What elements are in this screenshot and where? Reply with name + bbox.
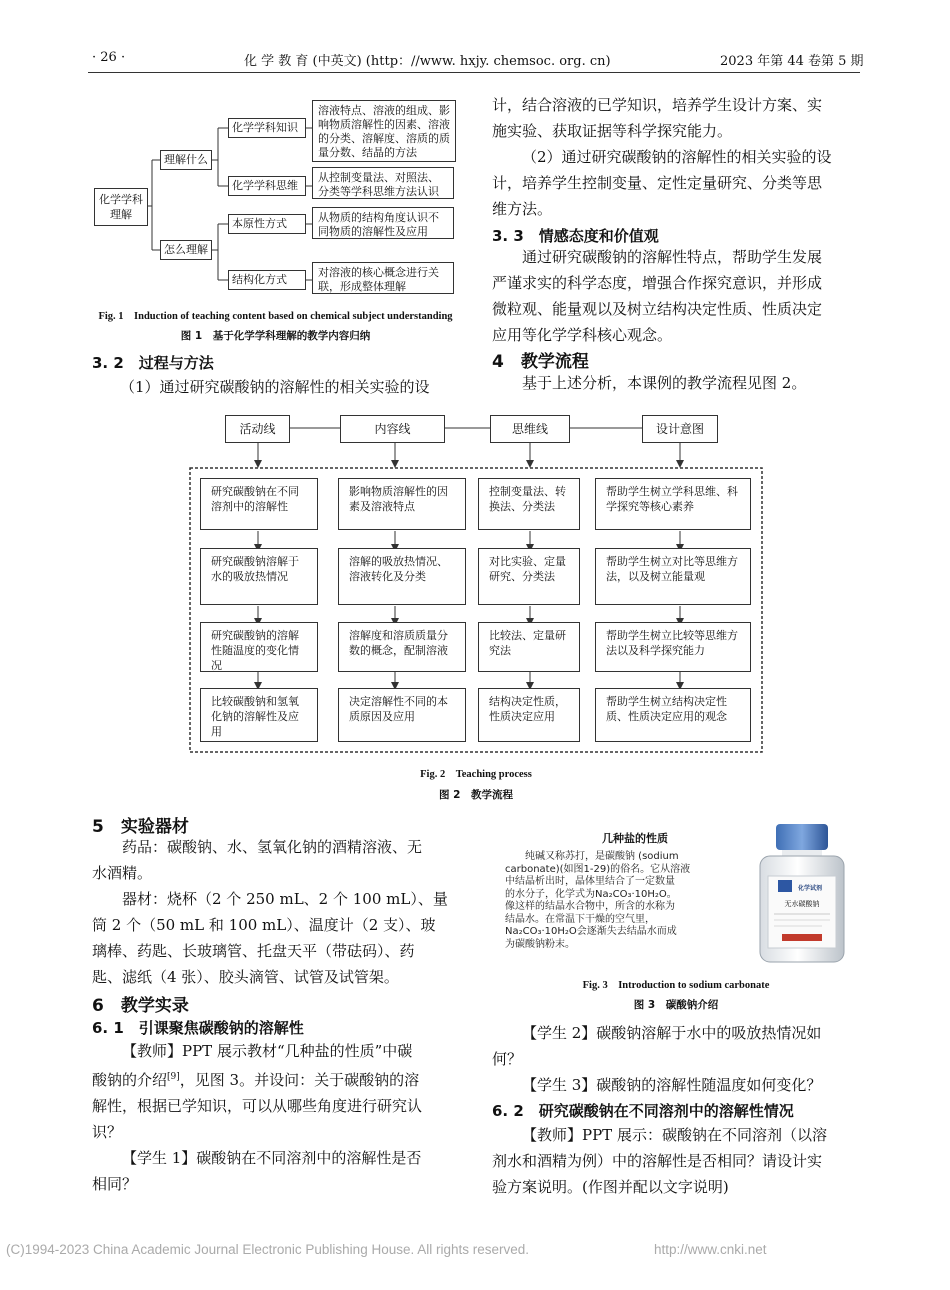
text-line: 解性，根据已学知识，可以从哪些角度进行研究认 — [92, 1097, 423, 1115]
fig2-header-content: 内容线 — [340, 415, 445, 443]
fig2-cell: 研究碳酸钠在不同溶剂中的溶解性 — [200, 478, 318, 530]
fig2-header-activity: 活动线 — [225, 415, 290, 443]
right-values-text — [492, 244, 862, 348]
fig2-cell: 帮助学生树立对比等思维方法，以及树立能量观 — [595, 548, 751, 605]
page-number: · 26 · — [92, 50, 126, 65]
text-line: 器材：烧杯（2 个 250 mL、2 个 100 mL）、量 — [122, 890, 448, 908]
student-answers-text — [492, 1020, 864, 1098]
text-line: 相同？ — [92, 1175, 138, 1193]
section-6-heading: 6 教学实录 — [92, 996, 189, 1016]
journal-title: 化 学 教 育 (中英文) (http：//www. hxjy. chemsoc. org. cn) — [244, 54, 611, 69]
section-5-heading: 5 实验器材 — [92, 817, 189, 837]
fig2-cell: 比较碳酸钠和氢氧化钠的溶解性及应用 — [200, 688, 318, 742]
fig3-bottle-image — [752, 820, 852, 968]
section-6-2-text — [492, 1122, 864, 1200]
fig3-line: 纯碱又称苏打，是碳酸钠 (sodium — [525, 851, 679, 862]
text-line: 计，结合溶液的已学知识，培养学生设计方案、实 — [492, 96, 823, 114]
text-line: 剂水和酒精为例）中的溶解性是否相同？请设计实 — [492, 1152, 823, 1170]
fig2-connectors — [0, 400, 950, 760]
fig2-caption-en: Fig. 2 Teaching process — [420, 769, 532, 780]
fig2-cell: 控制变量法、转换法、分类法 — [478, 478, 580, 530]
fig1-branch-what: 理解什么 — [160, 150, 212, 170]
text-line: 药品：碳酸钠、水、氢氧化钠的酒精溶液、无 — [122, 838, 423, 856]
fig3-caption-zh: 图 3 碳酸钠介绍 — [633, 999, 719, 1011]
fig2-caption-zh: 图 2 教学流程 — [439, 789, 513, 801]
fig1-node-essence: 本原性方式 — [228, 214, 306, 234]
cnki-link[interactable]: http://www.cnki.net — [654, 1242, 767, 1257]
left-top-paragraph: （1）通过研究碳酸钠的溶解性的相关实验的设 — [120, 378, 430, 396]
fig2-cell: 研究碳酸钠的溶解性随温度的变化情况 — [200, 622, 318, 672]
fig3-line: 像这样的结晶水合物中，所含的水称为 — [505, 901, 675, 912]
fig2-cell: 比较法、定量研究法 — [478, 622, 580, 672]
text-line: 璃棒、药匙、长玻璃管、托盘天平（带砝码）、药 — [92, 942, 415, 960]
fig2-cell: 溶解的吸放热情况、溶液转化及分类 — [338, 548, 466, 605]
section-6-1-heading: 6. 1 引课聚焦碳酸钠的溶解性 — [92, 1019, 304, 1037]
fig1-caption-en: Fig. 1 Induction of teaching content based on chemical subject understanding — [98, 311, 453, 322]
text-line: 【教师】PPT 展示教材“几种盐的性质”中碳 — [122, 1042, 413, 1060]
section-6-2-heading: 6. 2 研究碳酸钠在不同溶剂中的溶解性情况 — [492, 1102, 794, 1120]
fig1-node-structure: 结构化方式 — [228, 270, 306, 290]
text-line: 识？ — [92, 1123, 123, 1141]
fig2-cell: 对比实验、定量研究、分类法 — [478, 548, 580, 605]
fig3-bottle-label: 无水碳酸钠 — [784, 900, 820, 908]
fig3-line: 的水分子，化学式为Na₂CO₃·10H₂O。 — [505, 888, 677, 900]
text-line: 【学生 3】碳酸钠的溶解性随温度如何变化？ — [522, 1076, 822, 1094]
text-line: 水酒精。 — [92, 864, 153, 882]
fig2-cell: 溶解度和溶质质量分数的概念，配制溶液 — [338, 622, 466, 672]
fig1-desc-structure: 对溶液的核心概念进行关联，形成整体理解 — [312, 262, 454, 294]
fig2-cell: 帮助学生树立比较等思维方法以及科学探究能力 — [595, 622, 751, 672]
copyright-notice: (C)1994-2023 China Academic Journal Electronic Publishing House. All rights reserved. — [6, 1242, 530, 1257]
fig2-cell: 决定溶解性不同的本质原因及应用 — [338, 688, 466, 742]
text-span: ，见图 3。并设问：关于碳酸钠的溶 — [179, 1071, 420, 1089]
materials-text — [92, 834, 464, 990]
fig1-desc-essence: 从物质的结构角度认识不同物质的溶解性及应用 — [312, 207, 454, 239]
section-4-heading: 4 教学流程 — [492, 352, 589, 372]
section-3-2-heading: 3. 2 过程与方法 — [92, 354, 214, 372]
fig2-cell: 帮助学生树立结构决定性质、性质决定应用的观念 — [595, 688, 751, 742]
svg-text:化学试剂: 化学试剂 — [798, 885, 823, 892]
fig3-textbook-text — [505, 851, 750, 951]
text-line: 施实验、获取证据等科学探究能力。 — [492, 122, 733, 140]
fig3-title: 几种盐的性质 — [602, 832, 668, 845]
section-3-3-heading: 3. 3 情感态度和价值观 — [492, 227, 659, 245]
text-line: 验方案说明。(作图并配以文字说明) — [492, 1178, 729, 1196]
fig1-root-node: 化学学科理解 — [94, 188, 148, 226]
fig2-cell: 帮助学生树立学科思维、科学探究等核心素养 — [595, 478, 751, 530]
text-line: 应用等化学学科核心观念。 — [492, 326, 673, 344]
text-line: 严谨求实的科学态度，增强合作探究意识，并形成 — [492, 274, 823, 292]
fig2-header-thinking: 思维线 — [490, 415, 570, 443]
section-4-paragraph: 基于上述分析，本课例的教学流程见图 2。 — [522, 374, 807, 392]
fig1-node-thinking: 化学学科思维 — [228, 176, 306, 196]
section-6-1-text — [92, 1038, 464, 1197]
text-line: （2）通过研究碳酸钠的溶解性的相关实验的设 — [522, 148, 832, 166]
text-line: 【教师】PPT 展示：碳酸钠在不同溶剂（以溶 — [522, 1126, 827, 1144]
fig3-caption-en: Fig. 3 Introduction to sodium carbonate — [582, 980, 770, 991]
text-line: 【学生 1】碳酸钠在不同溶剂中的溶解性是否 — [122, 1149, 422, 1167]
issue-info: 2023 年第 44 卷第 5 期 — [720, 54, 864, 69]
text-line — [92, 1064, 464, 1093]
fig3-line: 中结晶析出时，晶体里结合了一定数量 — [505, 876, 675, 887]
fig1-desc-knowledge: 溶液特点、溶液的组成、影响物质溶解性的因素、溶液的分类、溶解度、溶质的质量分数、结晶的方法 — [312, 100, 456, 162]
fig1-caption-zh: 图 1 基于化学学科理解的教学内容归纳 — [180, 330, 371, 342]
fig3-line: 为碳酸钠粉末。 — [505, 938, 575, 950]
text-line: 微粒观、能量观以及树立结构决定性质、性质决定 — [492, 300, 823, 318]
fig1-desc-thinking: 从控制变量法、对照法、分类等学科思维方法认识 — [312, 167, 454, 199]
fig2-cell: 研究碳酸钠溶解于水的吸放热情况 — [200, 548, 318, 605]
text-line: 维方法。 — [492, 200, 553, 218]
text-line: 计，培养学生控制变量、定性定量研究、分类等思 — [492, 174, 823, 192]
fig2-cell: 结构决定性质，性质决定应用 — [478, 688, 580, 742]
fig1-node-knowledge: 化学学科知识 — [228, 118, 306, 138]
text-line: 通过研究碳酸钠的溶解性特点，帮助学生发展 — [522, 248, 823, 266]
right-top-text — [492, 92, 862, 222]
text-line: 【学生 2】碳酸钠溶解于水中的吸放热情况如 — [522, 1024, 822, 1042]
text-line: 筒 2 个（50 mL 和 100 mL）、温度计（2 支）、玻 — [92, 916, 436, 934]
fig2-header-intent: 设计意图 — [642, 415, 718, 443]
fig3-line: 结晶水。在常温下干燥的空气里， — [505, 913, 655, 925]
citation-ref[interactable]: [9] — [167, 1072, 180, 1082]
fig3-line: carbonate)(如图1-29)的俗名。它从溶液 — [505, 863, 691, 875]
fig2-cell: 影响物质溶解性的因素及溶液特点 — [338, 478, 466, 530]
text-span: 酸钠的介绍 — [92, 1071, 168, 1089]
fig3-line: Na₂CO₃·10H₂O会逐渐失去结晶水而成 — [505, 926, 677, 937]
text-line: 何？ — [492, 1050, 523, 1068]
fig1-branch-how: 怎么理解 — [160, 240, 212, 260]
text-line: 匙、滤纸（4 张）、胶头滴管、试管及试管架。 — [92, 968, 399, 986]
